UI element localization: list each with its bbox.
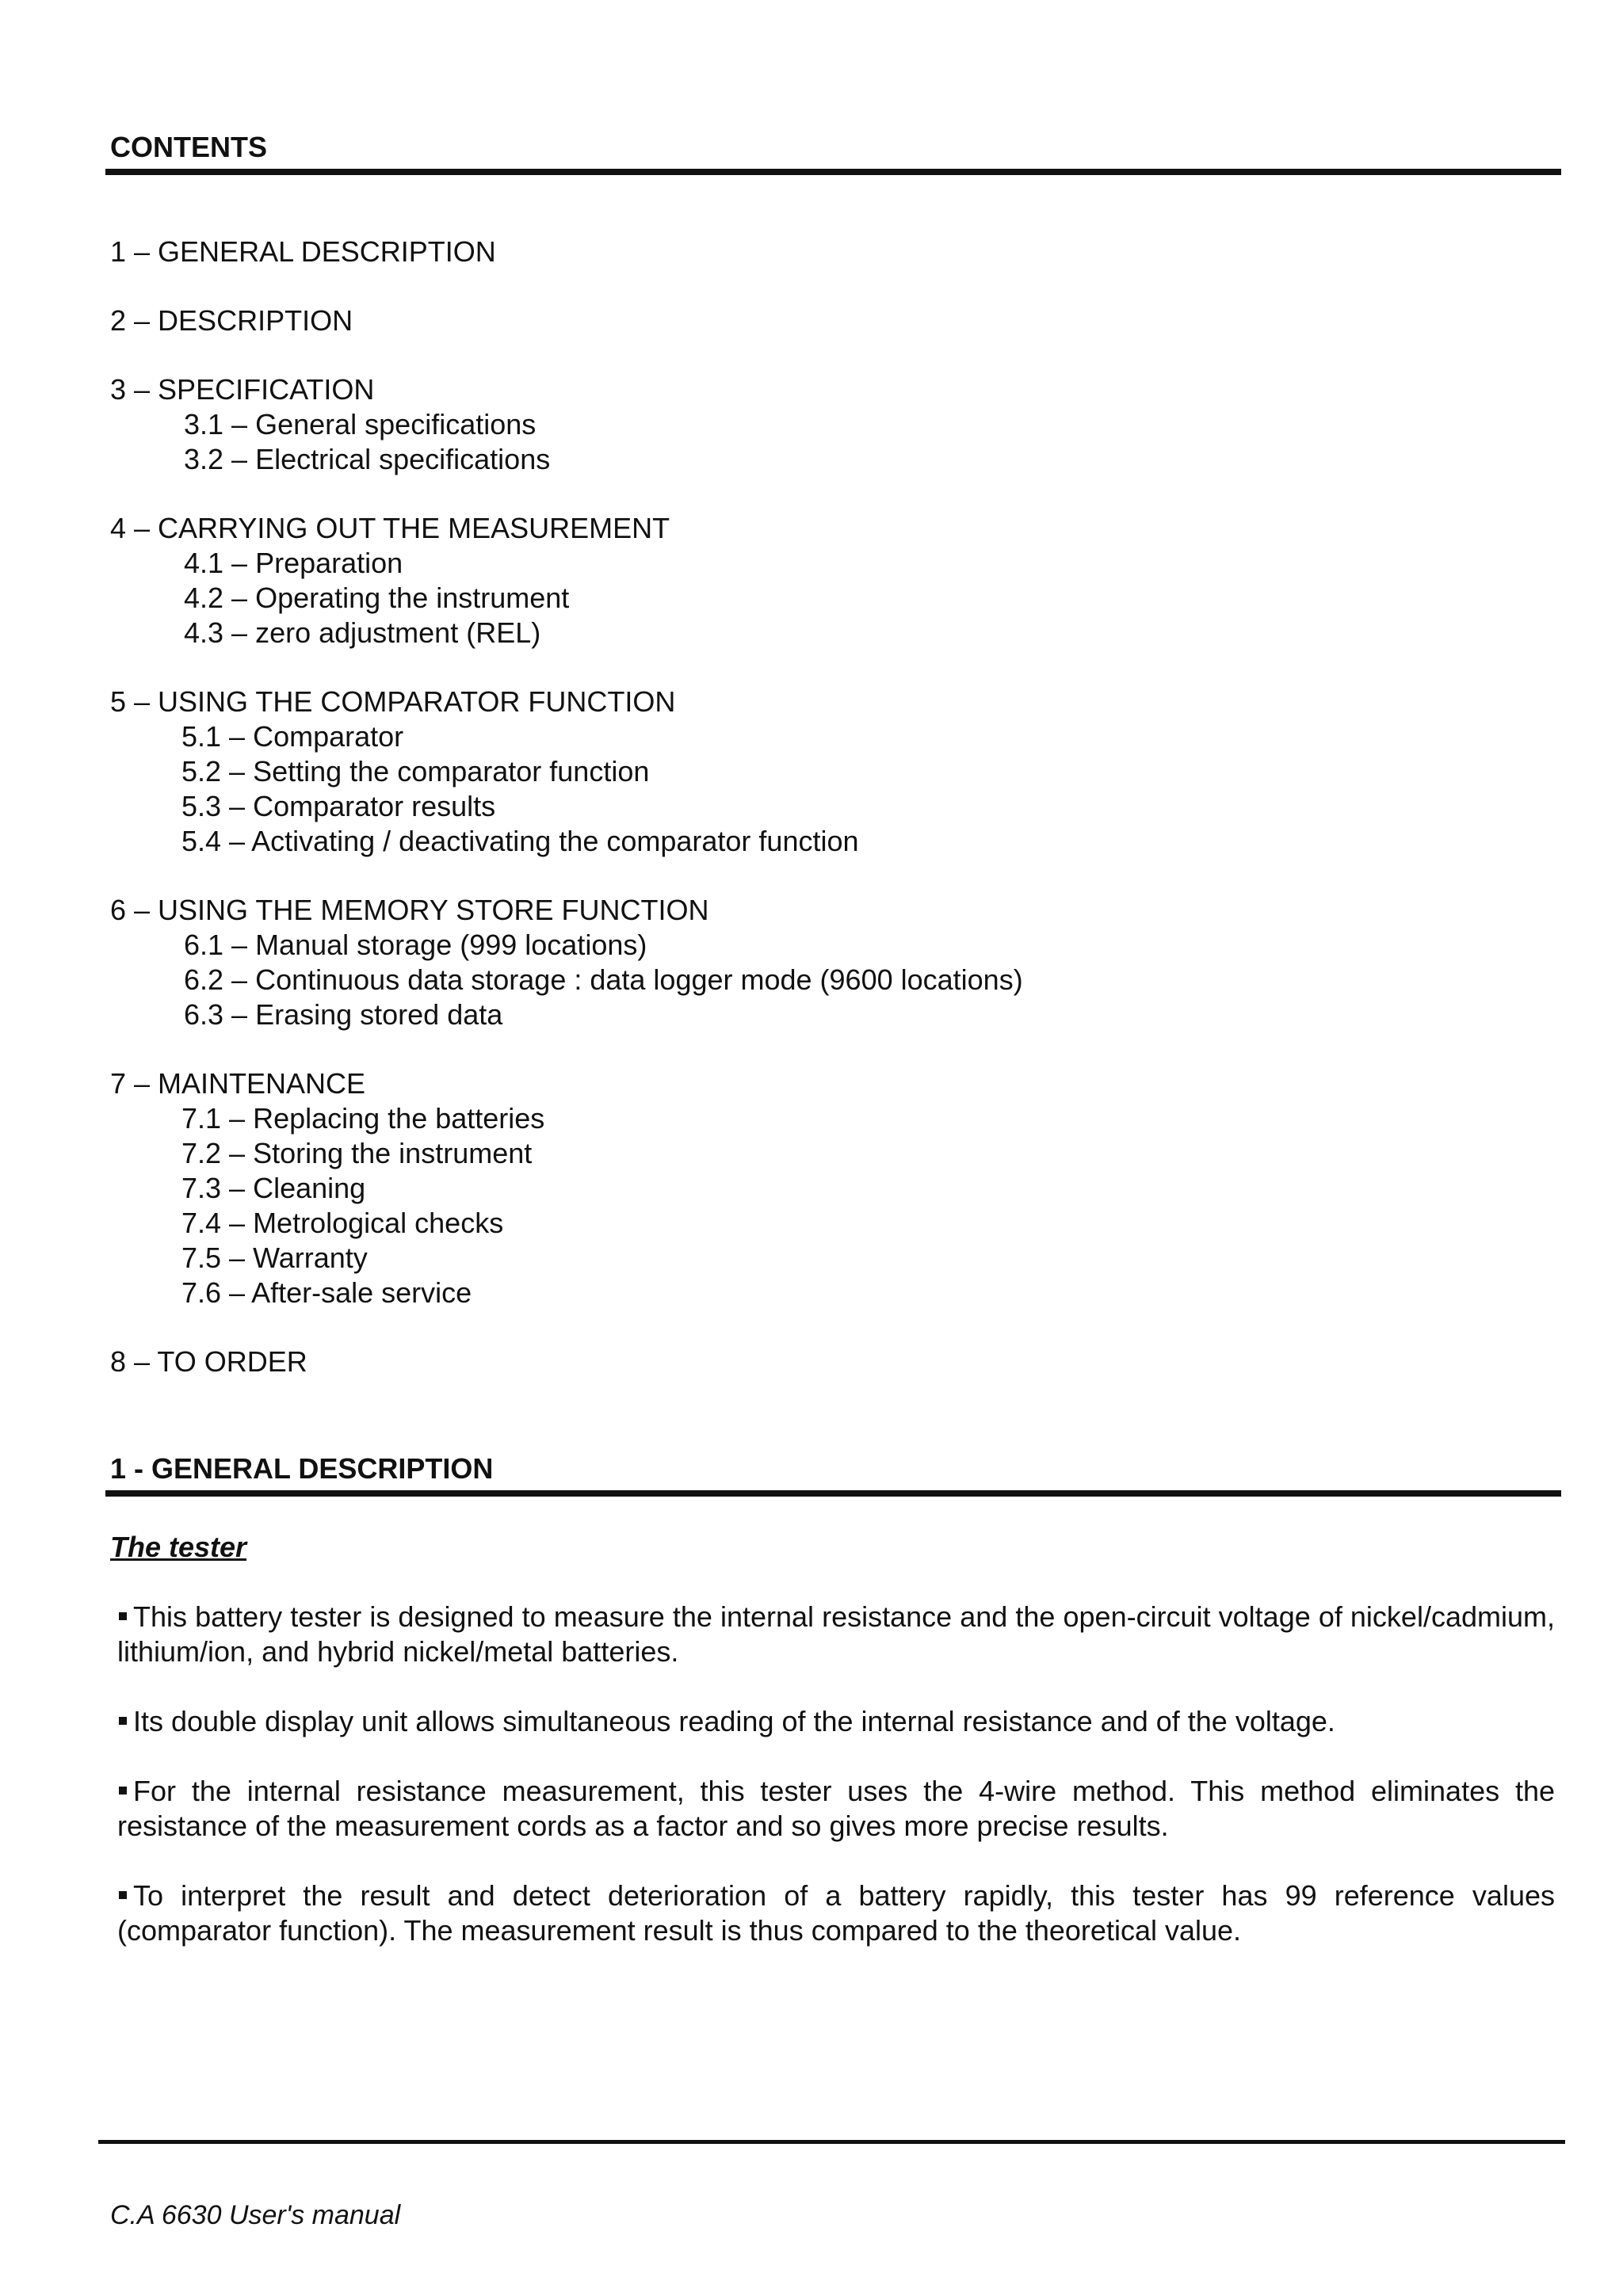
section-1-heading-rule [105, 1490, 1561, 1497]
toc-entry-3-2[interactable]: 3.2 – Electrical specifications [184, 443, 551, 475]
paragraph-text: Its double display unit allows simultaneous reading of the internal resistance and of the voltage. [133, 1705, 1335, 1737]
toc-entry-7-1[interactable]: 7.1 – Replacing the batteries [181, 1102, 545, 1135]
toc-entry-6-1[interactable]: 6.1 – Manual storage (999 locations) [184, 929, 647, 961]
toc-entry-5-3[interactable]: 5.3 – Comparator results [181, 790, 496, 822]
toc-entry-4-3[interactable]: 4.3 – zero adjustment (REL) [184, 616, 541, 649]
toc-entry-7-2[interactable]: 7.2 – Storing the instrument [181, 1137, 533, 1169]
bullet-paragraph [117, 1774, 1555, 1844]
section-1-body [117, 1600, 1555, 1983]
footer-manual-title: C.A 6630 User's manual [110, 2200, 401, 2230]
bullet-paragraph [117, 1878, 1555, 1948]
toc-entry-3[interactable]: 3 – SPECIFICATION [110, 373, 375, 406]
square-bullet-icon [119, 1891, 127, 1899]
toc-entry-5-2[interactable]: 5.2 – Setting the comparator function [181, 755, 650, 788]
toc-entry-5-1[interactable]: 5.1 – Comparator [181, 720, 404, 753]
bullet-paragraph [117, 1704, 1555, 1739]
toc-entry-7[interactable]: 7 – MAINTENANCE [110, 1067, 366, 1100]
toc-entry-7-5[interactable]: 7.5 – Warranty [181, 1241, 368, 1274]
paragraph-text: This battery tester is designed to measure the internal resistance and the open-circuit voltage of nickel/cadmium, lithium/ion, and hybrid nickel/metal batteries. [117, 1600, 1555, 1668]
section-1-heading: 1 - GENERAL DESCRIPTION [110, 1452, 494, 1485]
footer-rule [98, 2140, 1565, 2144]
toc-entry-5[interactable]: 5 – USING THE COMPARATOR FUNCTION [110, 685, 676, 718]
toc-group-7 [110, 1066, 1023, 1310]
table-of-contents [110, 235, 1023, 1413]
toc-entry-7-4[interactable]: 7.4 – Metrological checks [181, 1207, 504, 1239]
square-bullet-icon [119, 1717, 127, 1725]
toc-entry-4[interactable]: 4 – CARRYING OUT THE MEASUREMENT [110, 512, 670, 544]
paragraph-text: For the internal resistance measurement, this tester uses the 4-wire method. This method eliminates the resistance of the measurement cords as a factor and so gives more precise results. [117, 1775, 1555, 1842]
toc-group-4 [110, 511, 1023, 650]
contents-heading: CONTENTS [110, 131, 267, 163]
toc-group-8 [110, 1344, 1023, 1379]
toc-entry-6[interactable]: 6 – USING THE MEMORY STORE FUNCTION [110, 894, 709, 926]
toc-group-3 [110, 372, 1023, 477]
toc-entry-8[interactable]: 8 – TO ORDER [110, 1345, 307, 1378]
bullet-paragraph [117, 1600, 1555, 1669]
toc-group-5 [110, 685, 1023, 859]
paragraph-text: To interpret the result and detect deterioration of a battery rapidly, this tester has 99 reference values (comparator function). The measurement result is thus compared to the theoretical value. [117, 1879, 1555, 1947]
contents-heading-rule [105, 169, 1561, 175]
toc-entry-4-1[interactable]: 4.1 – Preparation [184, 547, 403, 579]
toc-entry-2[interactable]: 2 – DESCRIPTION [110, 304, 353, 337]
toc-group-6 [110, 893, 1023, 1032]
toc-entry-5-4[interactable]: 5.4 – Activating / deactivating the comparator function [181, 825, 859, 857]
toc-entry-3-1[interactable]: 3.1 – General specifications [184, 408, 537, 441]
toc-entry-6-3[interactable]: 6.3 – Erasing stored data [184, 998, 503, 1031]
toc-entry-7-6[interactable]: 7.6 – After-sale service [181, 1276, 472, 1309]
square-bullet-icon [119, 1612, 127, 1620]
toc-entry-1[interactable]: 1 – GENERAL DESCRIPTION [110, 235, 496, 268]
toc-entry-7-3[interactable]: 7.3 – Cleaning [181, 1172, 366, 1204]
toc-entry-4-2[interactable]: 4.2 – Operating the instrument [184, 582, 570, 614]
toc-group-1 [110, 235, 1023, 269]
toc-group-2 [110, 303, 1023, 338]
section-1-subtitle: The tester [110, 1531, 247, 1563]
square-bullet-icon [119, 1787, 127, 1794]
toc-entry-6-2[interactable]: 6.2 – Continuous data storage : data logger mode (9600 locations) [184, 963, 1023, 996]
